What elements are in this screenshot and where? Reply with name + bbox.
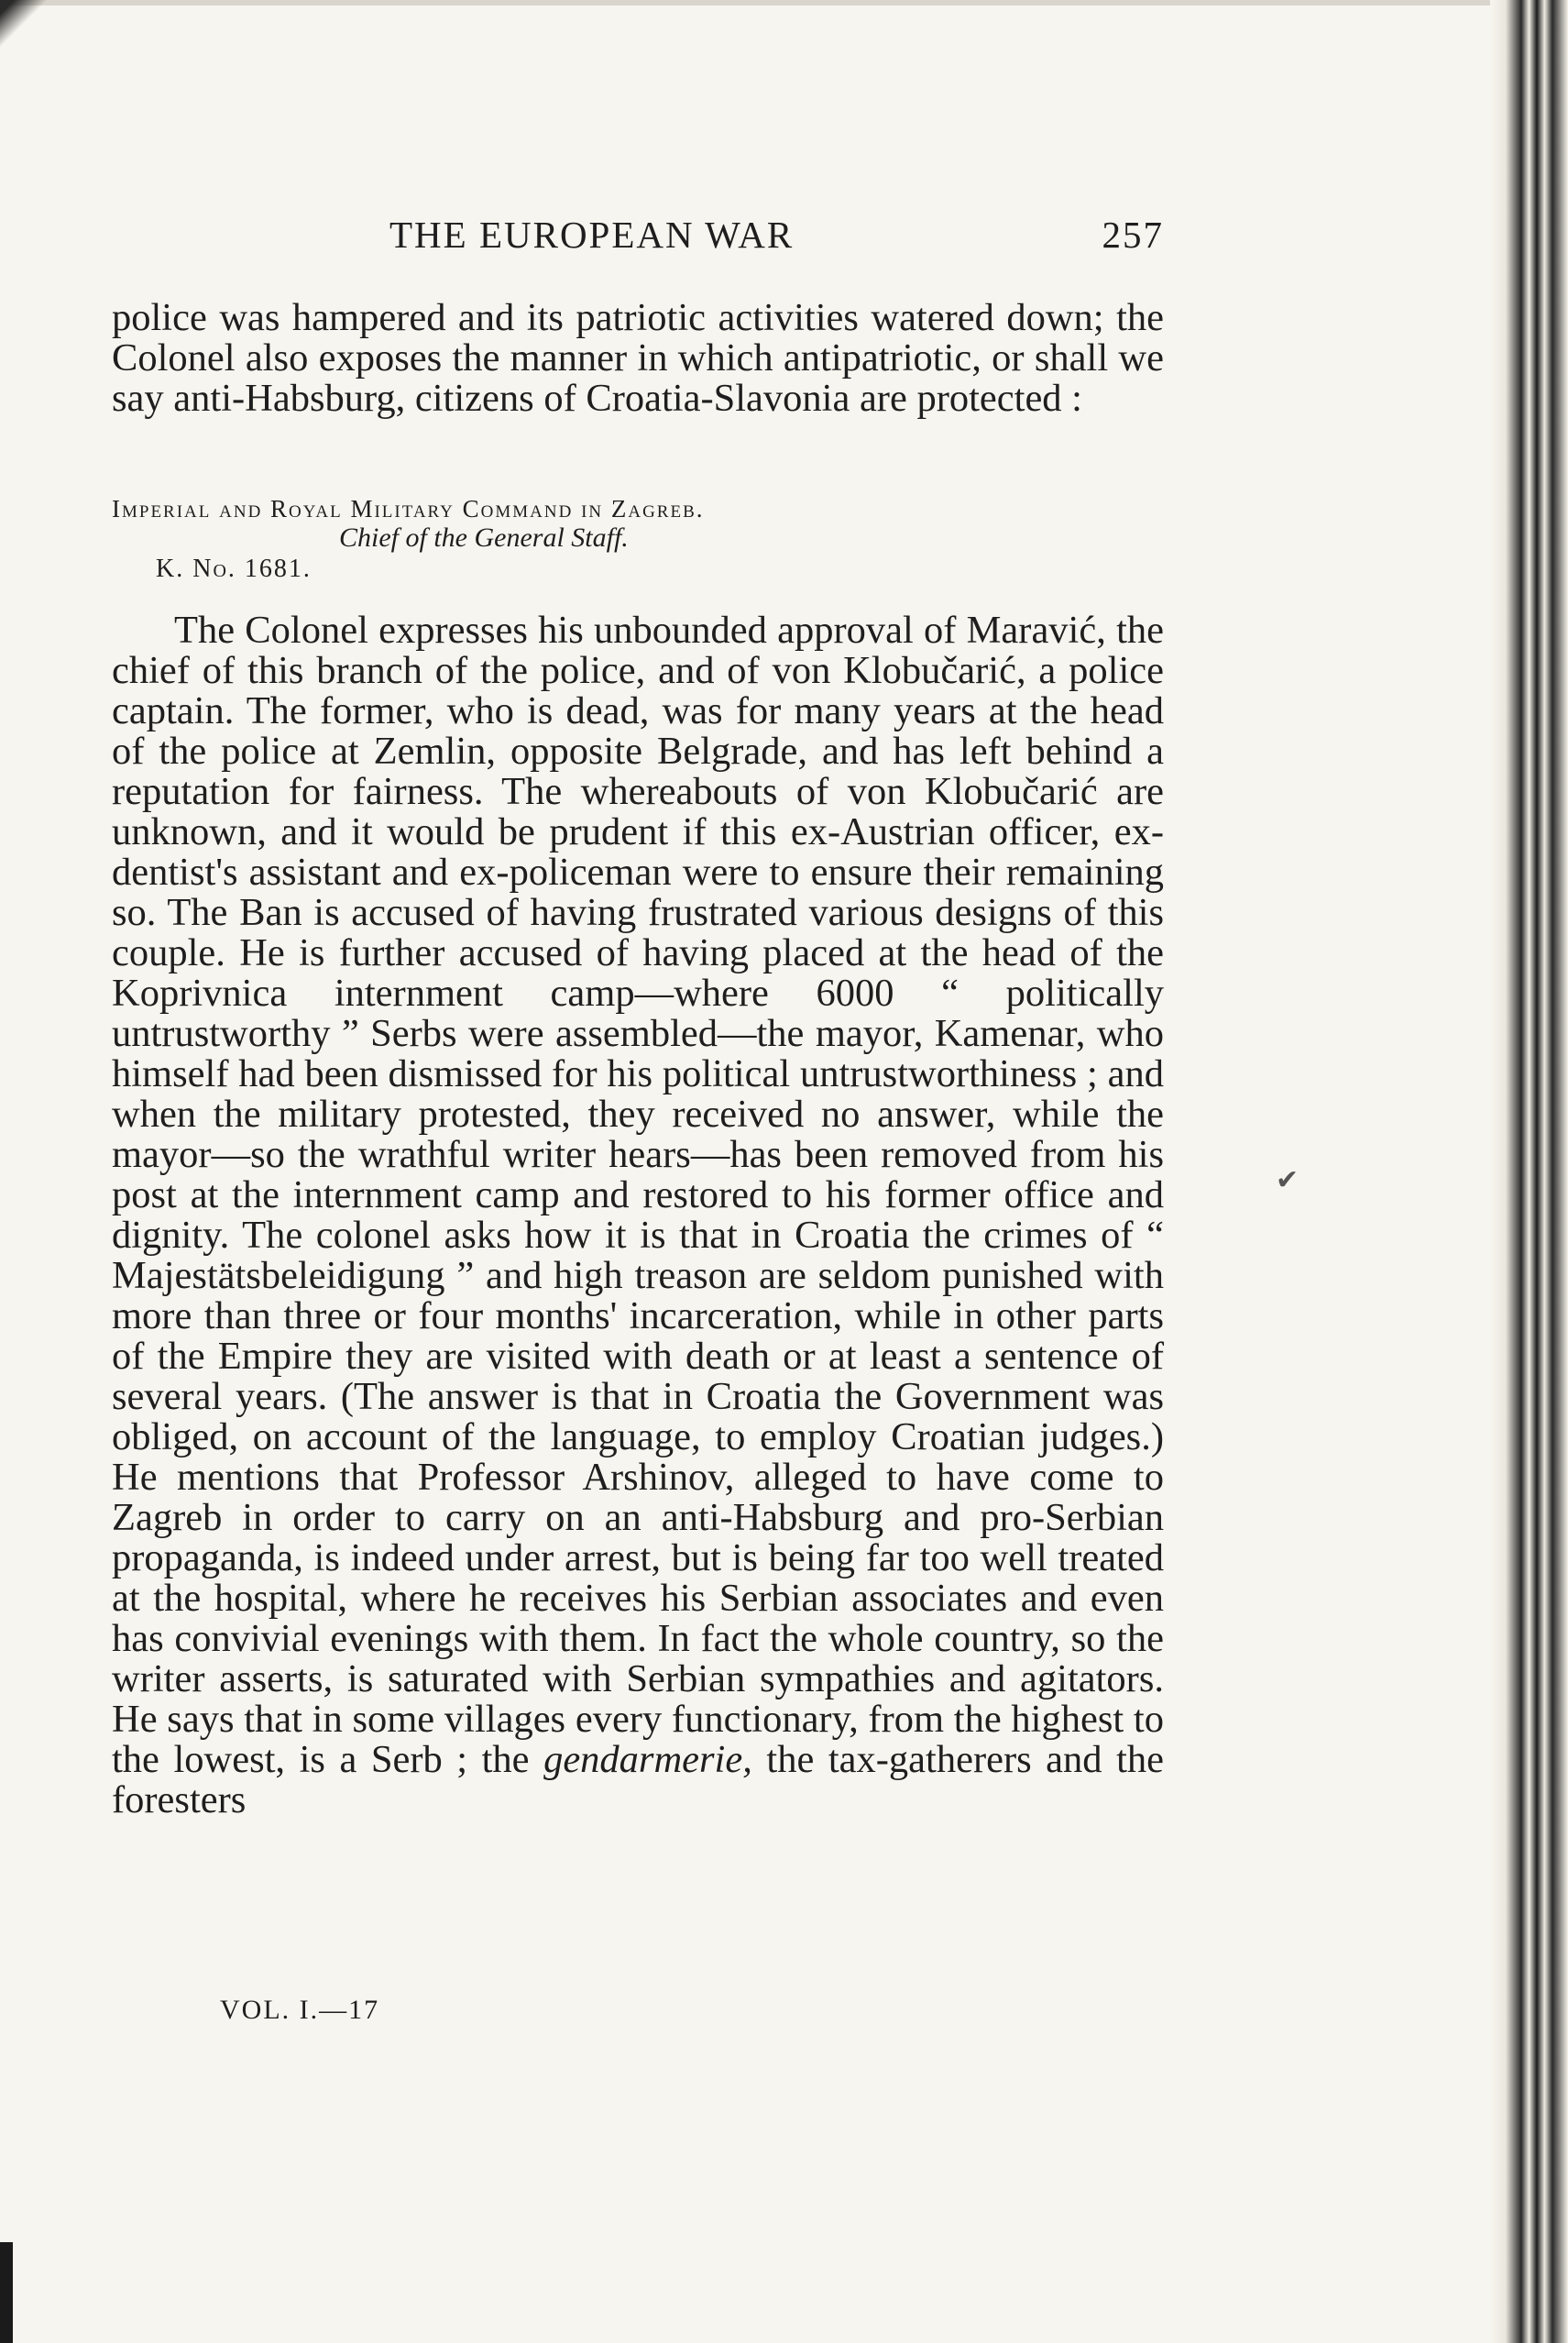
paragraph xyxy=(112,610,1164,1820)
document-heading: Imperial and Royal Military Command in Zagreb. xyxy=(112,495,705,522)
scan-binding-mark xyxy=(0,2242,13,2343)
book-page-edges xyxy=(1490,0,1568,2343)
paragraph: police was hampered and its patriotic activities watered down; the Colonel also exposes the manner in which antipatriotic, or shall we say anti-Habsburg, citizens of Croatia-Slavonia are protected : xyxy=(112,296,1164,420)
paragraph-text: The Colonel expresses his unbounded approval of Maravić, the chief of this branch of the police, and of von Klobučarić, a police captain. The former, who is dead, was for many years at the head of the police at Zemlin, opposite Belgrade, and has left behind a reputation for fairness. The whereabouts of von Klobučarić are unknown, and it would be prudent if this ex-Austrian officer, ex-dentist's assistant and ex-policeman were to ensure their remaining so. The Ban is accused of having frustrated various designs of this couple. He is further accused of having placed at the head of the Koprivnica internment camp—where 6000 “ politically untrustworthy ” Serbs were assembled—the mayor, Kamenar, who himself had been dismissed for his political untrustworthiness ; and when the military protested, they received no answer, while the mayor—so the wrathful writer hears—has been removed from his post at the internment camp and restored to his former office and dignity. The colonel asks how it is that in Croatia the crimes of “ Majestätsbeleidigung ” and high treason are seldom punished with more than three or four months' incarceration, while in other parts of the Empire they are visited with death or at least a sentence of several years. (The answer is that in Croatia the Government was obliged, on account of the language, to employ Croatian judges.) He mentions that Professor Arshinov, alleged to have come to Zagreb in order to carry on an anti-Habsburg and pro-Serbian propaganda, is indeed under arrest, but is being far too well treated at the hospital, where he receives his Serbian associates and even has convivial evenings with them. In fact the whole country, so the writer asserts, is saturated with Serbian sympathies and agitators. He says that in some villages every functionary, from the highest to the lowest, is a Serb ; the xyxy=(112,609,1164,1781)
scan-corner-shadow xyxy=(0,0,55,64)
page-edge-top xyxy=(0,0,1568,6)
running-head xyxy=(389,213,1164,268)
running-head-title: THE EUROPEAN WAR xyxy=(389,214,795,256)
paragraph-text-end: the tax-gatherers and the foresters xyxy=(112,1738,1164,1821)
margin-check-mark: ✔ xyxy=(1276,1164,1299,1196)
italic-term: gendarmerie, xyxy=(543,1738,752,1781)
document-subheading: Chief of the General Staff. xyxy=(339,522,629,553)
page-number: 257 xyxy=(1102,214,1164,256)
document-reference: K. No. 1681. xyxy=(156,555,312,583)
signature-mark: VOL. I.—17 xyxy=(220,1995,380,2025)
